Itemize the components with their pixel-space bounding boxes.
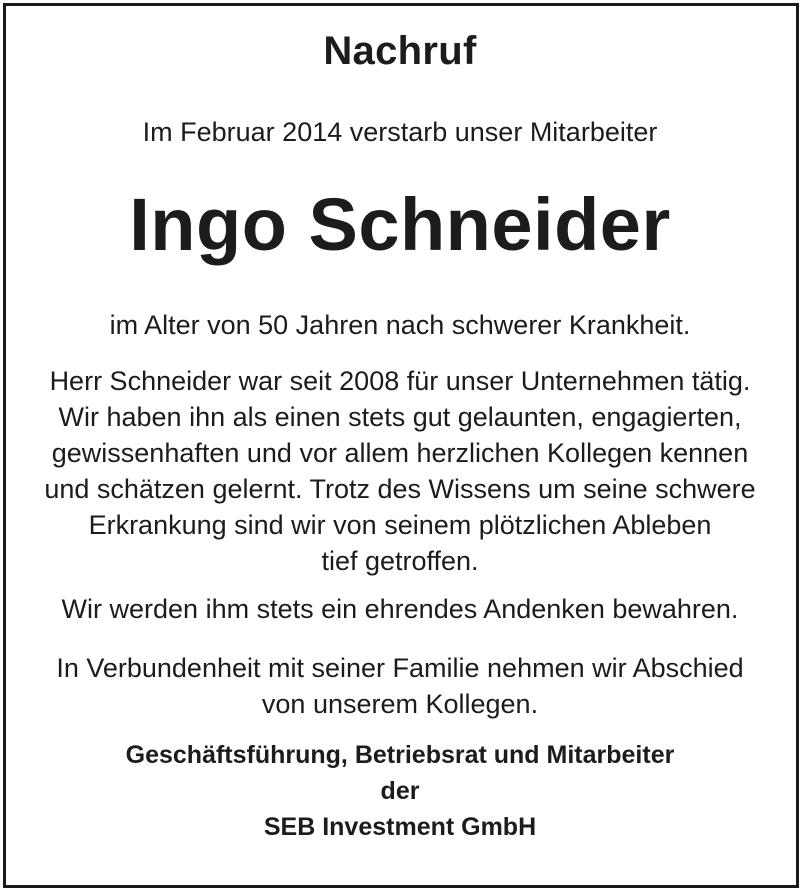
paragraph-line: Erkrankung sind wir von seinem plötzlichen Ableben: [88, 510, 712, 540]
signature-line: der: [380, 777, 420, 805]
age-line: im Alter von 50 Jahren nach schwerer Krankheit.: [109, 310, 691, 340]
paragraph-line: tief getroffen.: [321, 546, 479, 576]
remembrance-line: Wir werden ihm stets ein ehrendes Andenken bewahren.: [61, 594, 739, 624]
deceased-name: Ingo Schneider: [129, 183, 671, 266]
intro-line: Im Februar 2014 verstarb unser Mitarbeiter: [142, 117, 658, 147]
paragraph-line: gewissenhaften und vor allem herzlichen Kollegen kennen: [51, 438, 749, 468]
paragraph-line: Wir haben ihn als einen stets gut gelaunten, engagierten,: [58, 402, 742, 432]
paragraph-line: von unserem Kollegen.: [261, 689, 539, 719]
signature-line: Geschäftsführung, Betriebsrat und Mitarbeiter: [125, 741, 675, 769]
tribute-paragraph: [0, 363, 800, 579]
notice-title: Nachruf: [323, 29, 477, 73]
farewell-paragraph: [0, 650, 800, 722]
paragraph-line: Herr Schneider war seit 2008 für unser Unternehmen tätig.: [49, 366, 751, 396]
paragraph-line: In Verbundenheit mit seiner Familie nehmen wir Abschied: [56, 653, 744, 683]
signature-block: [0, 737, 800, 845]
company-name: SEB Investment GmbH: [263, 813, 537, 841]
paragraph-line: und schätzen gelernt. Trotz des Wissens um seine schwere: [44, 474, 756, 504]
